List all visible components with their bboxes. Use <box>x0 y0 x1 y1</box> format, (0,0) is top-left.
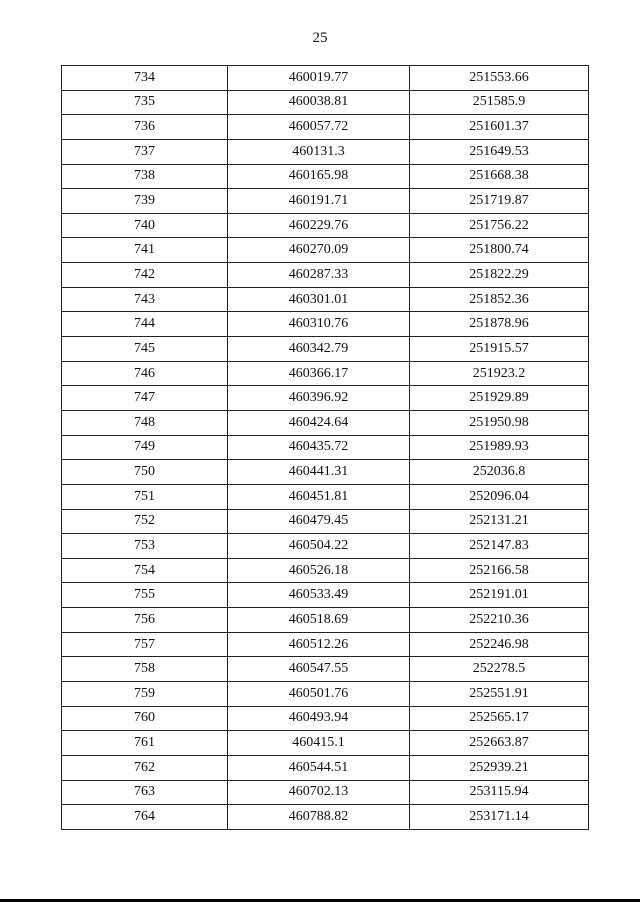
x-coordinate-cell: 460547.55 <box>228 657 410 682</box>
table-row <box>62 435 589 460</box>
y-coordinate-cell: 251553.66 <box>410 66 589 91</box>
y-coordinate-cell: 253115.94 <box>410 780 589 805</box>
x-coordinate-cell: 460191.71 <box>228 189 410 214</box>
y-coordinate-cell: 251719.87 <box>410 189 589 214</box>
table-row <box>62 312 589 337</box>
point-number-cell: 749 <box>62 435 228 460</box>
point-number-cell: 752 <box>62 509 228 534</box>
x-coordinate-cell: 460165.98 <box>228 164 410 189</box>
x-coordinate-cell: 460533.49 <box>228 583 410 608</box>
y-coordinate-cell: 251989.93 <box>410 435 589 460</box>
point-number-cell: 757 <box>62 632 228 657</box>
point-number-cell: 747 <box>62 386 228 411</box>
point-number-cell: 748 <box>62 410 228 435</box>
x-coordinate-cell: 460435.72 <box>228 435 410 460</box>
x-coordinate-cell: 460038.81 <box>228 90 410 115</box>
point-number-cell: 739 <box>62 189 228 214</box>
point-number-cell: 759 <box>62 682 228 707</box>
x-coordinate-cell: 460229.76 <box>228 213 410 238</box>
y-coordinate-cell: 251822.29 <box>410 263 589 288</box>
table-row <box>62 608 589 633</box>
point-number-cell: 744 <box>62 312 228 337</box>
point-number-cell: 738 <box>62 164 228 189</box>
point-number-cell: 758 <box>62 657 228 682</box>
x-coordinate-cell: 460788.82 <box>228 805 410 830</box>
x-coordinate-cell: 460702.13 <box>228 780 410 805</box>
table-row <box>62 337 589 362</box>
table-row <box>62 115 589 140</box>
y-coordinate-cell: 252210.36 <box>410 608 589 633</box>
table-row <box>62 90 589 115</box>
y-coordinate-cell: 252191.01 <box>410 583 589 608</box>
table-row <box>62 583 589 608</box>
x-coordinate-cell: 460131.3 <box>228 139 410 164</box>
y-coordinate-cell: 252131.21 <box>410 509 589 534</box>
point-number-cell: 760 <box>62 706 228 731</box>
table-row <box>62 287 589 312</box>
point-number-cell: 743 <box>62 287 228 312</box>
point-number-cell: 755 <box>62 583 228 608</box>
point-number-cell: 735 <box>62 90 228 115</box>
table-row <box>62 66 589 91</box>
table-row <box>62 164 589 189</box>
point-number-cell: 742 <box>62 263 228 288</box>
y-coordinate-cell: 252663.87 <box>410 731 589 756</box>
table-row <box>62 139 589 164</box>
x-coordinate-cell: 460310.76 <box>228 312 410 337</box>
x-coordinate-cell: 460057.72 <box>228 115 410 140</box>
y-coordinate-cell: 253171.14 <box>410 805 589 830</box>
table-row <box>62 509 589 534</box>
x-coordinate-cell: 460441.31 <box>228 460 410 485</box>
y-coordinate-cell: 252939.21 <box>410 755 589 780</box>
y-coordinate-cell: 251649.53 <box>410 139 589 164</box>
y-coordinate-cell: 251800.74 <box>410 238 589 263</box>
x-coordinate-cell: 460451.81 <box>228 484 410 509</box>
x-coordinate-cell: 460270.09 <box>228 238 410 263</box>
table-row <box>62 731 589 756</box>
y-coordinate-cell: 252565.17 <box>410 706 589 731</box>
point-number-cell: 753 <box>62 534 228 559</box>
y-coordinate-cell: 252147.83 <box>410 534 589 559</box>
y-coordinate-cell: 252551.91 <box>410 682 589 707</box>
table-row <box>62 361 589 386</box>
coordinates-table <box>61 65 589 830</box>
x-coordinate-cell: 460544.51 <box>228 755 410 780</box>
point-number-cell: 741 <box>62 238 228 263</box>
point-number-cell: 746 <box>62 361 228 386</box>
x-coordinate-cell: 460415.1 <box>228 731 410 756</box>
y-coordinate-cell: 252096.04 <box>410 484 589 509</box>
table-row <box>62 460 589 485</box>
y-coordinate-cell: 251950.98 <box>410 410 589 435</box>
y-coordinate-cell: 252166.58 <box>410 558 589 583</box>
x-coordinate-cell: 460512.26 <box>228 632 410 657</box>
y-coordinate-cell: 251878.96 <box>410 312 589 337</box>
page-number: 25 <box>312 30 328 46</box>
y-coordinate-cell: 251756.22 <box>410 213 589 238</box>
x-coordinate-cell: 460342.79 <box>228 337 410 362</box>
table-row <box>62 189 589 214</box>
y-coordinate-cell: 251923.2 <box>410 361 589 386</box>
y-coordinate-cell: 251668.38 <box>410 164 589 189</box>
y-coordinate-cell: 251601.37 <box>410 115 589 140</box>
table-row <box>62 780 589 805</box>
y-coordinate-cell: 252036.8 <box>410 460 589 485</box>
y-coordinate-cell: 251585.9 <box>410 90 589 115</box>
table-row <box>62 386 589 411</box>
table-row <box>62 534 589 559</box>
coordinates-table-body <box>62 66 589 830</box>
x-coordinate-cell: 460301.01 <box>228 287 410 312</box>
y-coordinate-cell: 252278.5 <box>410 657 589 682</box>
point-number-cell: 750 <box>62 460 228 485</box>
point-number-cell: 761 <box>62 731 228 756</box>
table-row <box>62 657 589 682</box>
table-row <box>62 805 589 830</box>
table-row <box>62 238 589 263</box>
point-number-cell: 762 <box>62 755 228 780</box>
table-row <box>62 755 589 780</box>
point-number-cell: 754 <box>62 558 228 583</box>
point-number-cell: 764 <box>62 805 228 830</box>
point-number-cell: 734 <box>62 66 228 91</box>
y-coordinate-cell: 251929.89 <box>410 386 589 411</box>
table-row <box>62 410 589 435</box>
y-coordinate-cell: 251852.36 <box>410 287 589 312</box>
x-coordinate-cell: 460366.17 <box>228 361 410 386</box>
point-number-cell: 737 <box>62 139 228 164</box>
point-number-cell: 763 <box>62 780 228 805</box>
table-row <box>62 682 589 707</box>
table-row <box>62 632 589 657</box>
table-row <box>62 213 589 238</box>
x-coordinate-cell: 460493.94 <box>228 706 410 731</box>
table-row <box>62 484 589 509</box>
y-coordinate-cell: 252246.98 <box>410 632 589 657</box>
x-coordinate-cell: 460501.76 <box>228 682 410 707</box>
x-coordinate-cell: 460019.77 <box>228 66 410 91</box>
point-number-cell: 751 <box>62 484 228 509</box>
point-number-cell: 745 <box>62 337 228 362</box>
x-coordinate-cell: 460396.92 <box>228 386 410 411</box>
x-coordinate-cell: 460504.22 <box>228 534 410 559</box>
x-coordinate-cell: 460479.45 <box>228 509 410 534</box>
x-coordinate-cell: 460526.18 <box>228 558 410 583</box>
point-number-cell: 736 <box>62 115 228 140</box>
table-row <box>62 558 589 583</box>
y-coordinate-cell: 251915.57 <box>410 337 589 362</box>
point-number-cell: 740 <box>62 213 228 238</box>
table-row <box>62 263 589 288</box>
x-coordinate-cell: 460518.69 <box>228 608 410 633</box>
table-row <box>62 706 589 731</box>
point-number-cell: 756 <box>62 608 228 633</box>
x-coordinate-cell: 460287.33 <box>228 263 410 288</box>
x-coordinate-cell: 460424.64 <box>228 410 410 435</box>
